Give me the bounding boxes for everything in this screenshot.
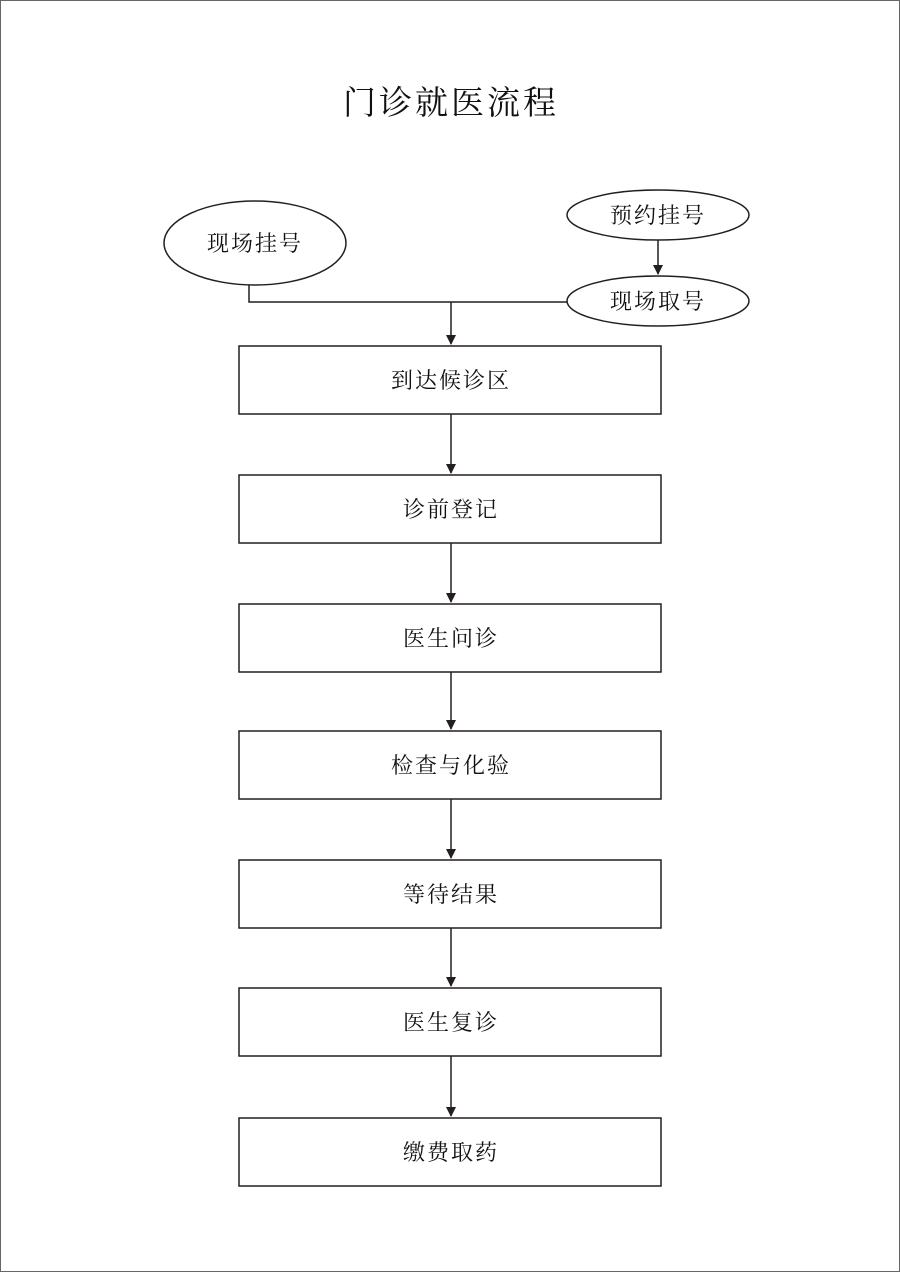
- step-label: 诊前登记: [402, 498, 500, 523]
- step-box: [239, 860, 661, 928]
- start-walk-in-node: [164, 201, 346, 285]
- step-label: 检查与化验: [390, 754, 512, 779]
- page-title: 门诊就医流程: [343, 83, 559, 122]
- start-pickup-label: 现场取号: [609, 290, 707, 315]
- step-box: [239, 475, 661, 543]
- start-appointment-node: [567, 190, 749, 240]
- step-label: 到达候诊区: [390, 369, 512, 394]
- steps-layer: [239, 346, 661, 1186]
- walk-in-connector: [249, 285, 451, 302]
- start-walk-in-label: 现场挂号: [206, 232, 304, 257]
- flowchart: [1, 1, 899, 1271]
- step-box: [239, 731, 661, 799]
- step-box: [239, 604, 661, 672]
- step-box: [239, 988, 661, 1056]
- start-pickup-node: [567, 276, 749, 326]
- step-label: 等待结果: [402, 883, 500, 908]
- step-label: 医生问诊: [402, 627, 500, 652]
- step-box: [239, 346, 661, 414]
- step-label: 缴费取药: [402, 1141, 500, 1166]
- step-box: [239, 1118, 661, 1186]
- start-appointment-label: 预约挂号: [609, 204, 707, 229]
- step-label: 医生复诊: [402, 1011, 500, 1036]
